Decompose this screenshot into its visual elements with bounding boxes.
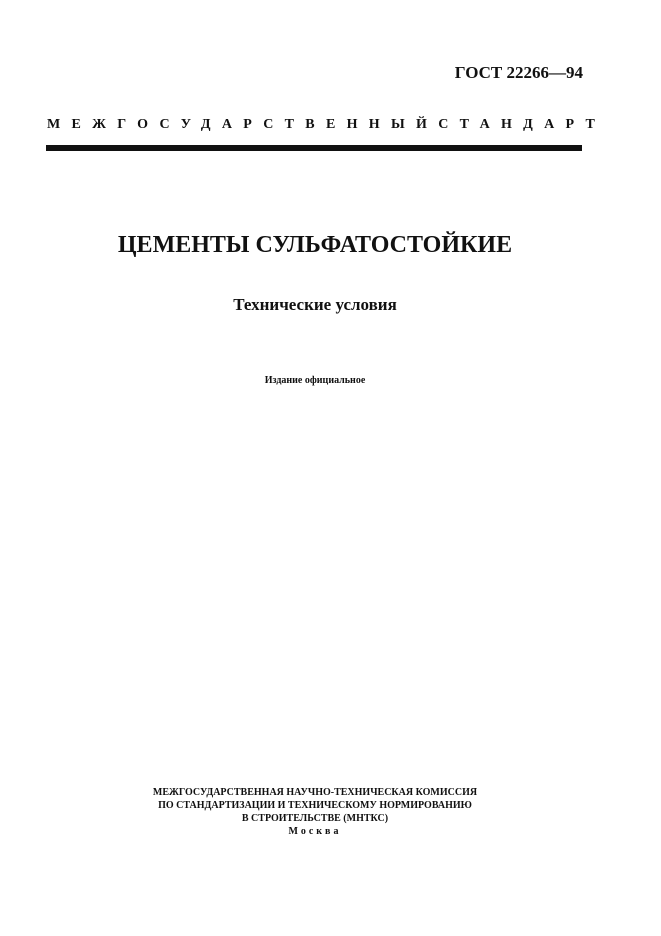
- header-interstate: МЕЖГОСУДАРСТВЕННЫЙ: [47, 117, 439, 132]
- publisher-line-3: В СТРОИТЕЛЬСТВЕ (МНТКС): [241, 813, 389, 824]
- edition-note: Издание официальное: [264, 375, 366, 386]
- header-standard: СТАНДАРТ: [438, 117, 607, 132]
- publisher-line-2: ПО СТАНДАРТИЗАЦИИ И ТЕХНИЧЕСКОМУ НОРМИРОВАНИЮ: [158, 800, 472, 811]
- gost-number: ГОСТ 22266—94: [454, 63, 583, 82]
- publisher-block: [0, 786, 630, 838]
- header-divider: [46, 145, 582, 151]
- standard-header: [47, 117, 607, 133]
- publisher-city: Москва: [288, 826, 342, 837]
- document-subtitle: Технические условия: [233, 295, 397, 314]
- publisher-line-1: МЕЖГОСУДАРСТВЕННАЯ НАУЧНО-ТЕХНИЧЕСКАЯ КОМИССИЯ: [152, 787, 478, 798]
- document-title: ЦЕМЕНТЫ СУЛЬФАТОСТОЙКИЕ: [117, 232, 513, 258]
